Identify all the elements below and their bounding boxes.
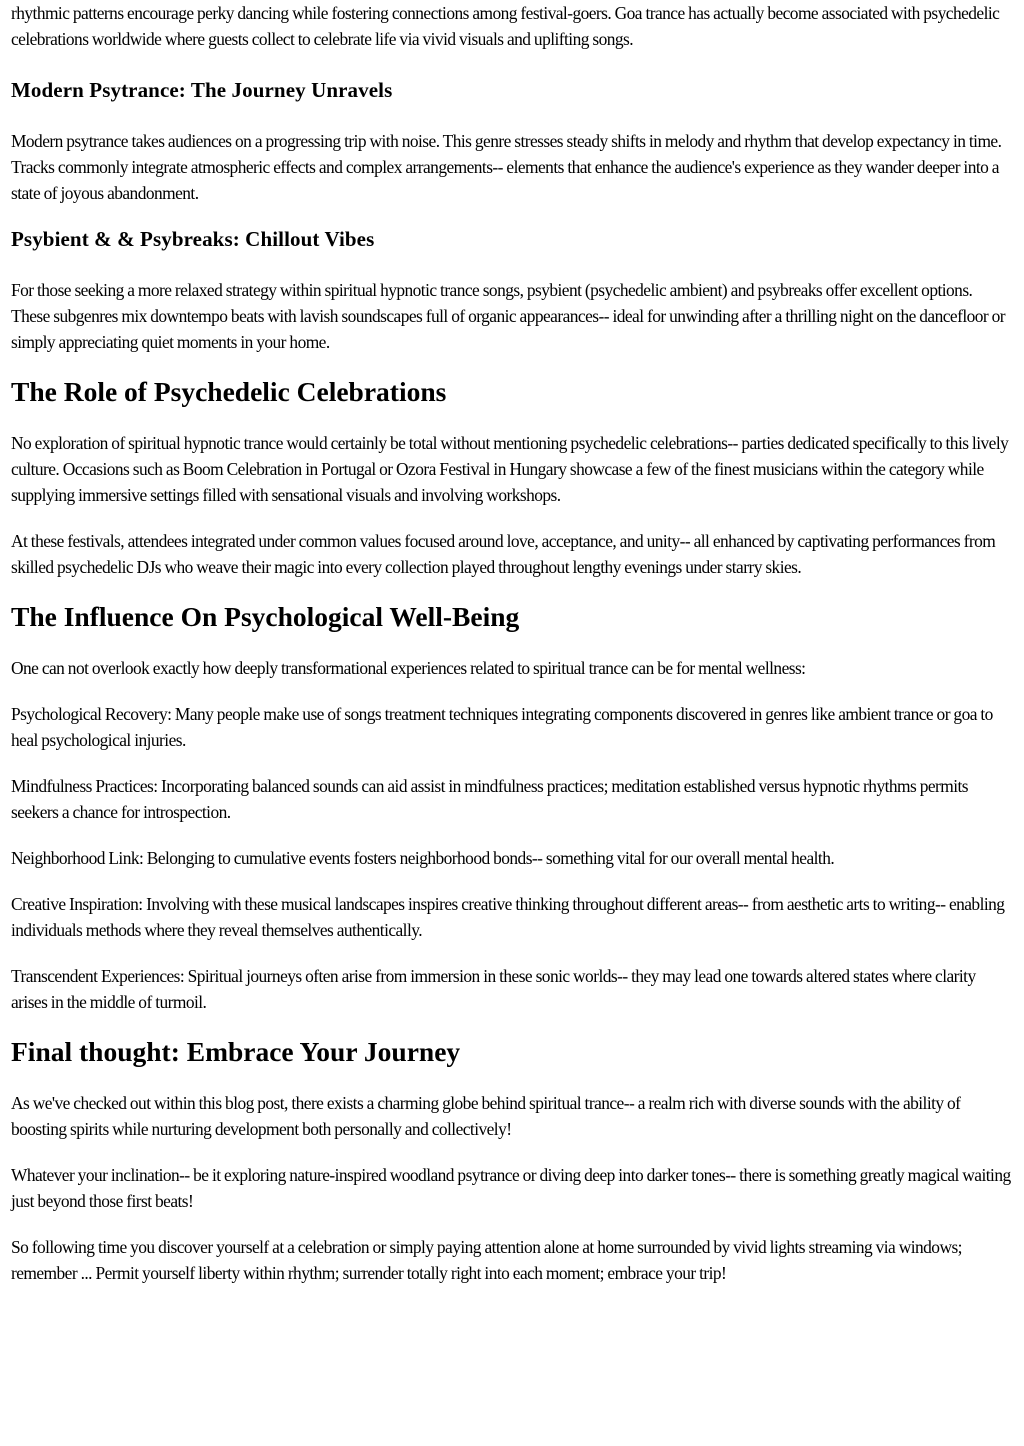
wellbeing-list-item: Creative Inspiration: Involving with these musical landscapes inspires creative thinking throughout different areas-- from aesthetic arts to writing-- enabling individuals methods where they reveal themselves authentically. <box>11 894 1005 940</box>
wellbeing-list-item: Transcendent Experiences: Spiritual journeys often arise from immersion in these sonic worlds-- they may lead one towards altered states where clarity arises in the middle of turmoil. <box>11 966 976 1012</box>
celebrations-paragraph: No exploration of spiritual hypnotic trance would certainly be total without mentioning psychedelic celebrations-- parties dedicated specifically to this lively culture. Occasions such as Boom Celebration in Portugal or Ozora Festival in Hungary showcase a few of the finest musicians within the category while supplying immersive settings filled with sensational visuals and involving workshops. <box>11 433 1009 505</box>
psybient-paragraph: For those seeking a more relaxed strategy within spiritual hypnotic trance songs, psybient (psychedelic ambient) and psybreaks offer excellent options. These subgenres mix downtempo beats with lavish soundscapes full of organic appearances-- ideal for unwinding after a thrilling night on the dancefloor or simply appreciating quiet moments in your home. <box>11 280 1006 352</box>
final-thought-paragraph: As we've checked out within this blog post, there exists a charming globe behind spiritual trance-- a realm rich with diverse sounds with the ability of boosting spirits while nurturing development both personally and collectively! <box>11 1093 961 1139</box>
final-thought-paragraph: Whatever your inclination-- be it exploring nature-inspired woodland psytrance or diving deep into darker tones-- there is something greatly magical waiting just beyond those first beats! <box>11 1165 1011 1211</box>
final-thought-heading: Final thought: Embrace Your Journey <box>11 1036 461 1067</box>
wellbeing-list-item: Psychological Recovery: Many people make use of songs treatment techniques integrating components discovered in genres like ambient trance or goa to heal psychological injuries. <box>11 704 993 750</box>
modern-psytrance-paragraph: Modern psytrance takes audiences on a progressing trip with noise. This genre stresses steady shifts in melody and rhythm that develop expectancy in time. Tracks commonly integrate atmospheric effects and complex arrangements-- elements that enhance the audience's experience as they wander deeper into a state of joyous abandonment. <box>11 131 1002 203</box>
final-thought-paragraph: So following time you discover yourself at a celebration or simply paying attention alone at home surrounded by vivid lights streaming via windows; remember ... Permit yourself liberty within rhythm; surrender totally right into each moment; embrace your trip! <box>11 1237 962 1283</box>
wellbeing-heading: The Influence On Psychological Well-Being <box>11 601 520 632</box>
wellbeing-list-item: Mindfulness Practices: Incorporating balanced sounds can aid assist in mindfulness practices; meditation established versus hypnotic rhythms permits seekers a chance for introspection. <box>11 776 969 822</box>
celebrations-heading: The Role of Psychedelic Celebrations <box>11 376 447 407</box>
psybient-heading: Psybient & & Psybreaks: Chillout Vibes <box>11 227 375 251</box>
wellbeing-paragraph: One can not overlook exactly how deeply transformational experiences related to spiritual trance can be for mental wellness: <box>11 658 806 678</box>
intro-continuation-paragraph: rhythmic patterns encourage perky dancing while fostering connections among festival-goers. Goa trance has actually become associated with psychedelic celebrations worldwide where guests collect to celebrate life via vivid visuals and uplifting songs. <box>11 3 1000 49</box>
wellbeing-list-item: Neighborhood Link: Belonging to cumulative events fosters neighborhood bonds-- something vital for our overall mental health. <box>11 848 835 868</box>
modern-psytrance-heading: Modern Psytrance: The Journey Unravels <box>11 78 393 102</box>
celebrations-paragraph: At these festivals, attendees integrated under common values focused around love, acceptance, and unity-- all enhanced by captivating performances from skilled psychedelic DJs who weave their magic into every collection played throughout lengthy evenings under starry skies. <box>11 531 996 577</box>
